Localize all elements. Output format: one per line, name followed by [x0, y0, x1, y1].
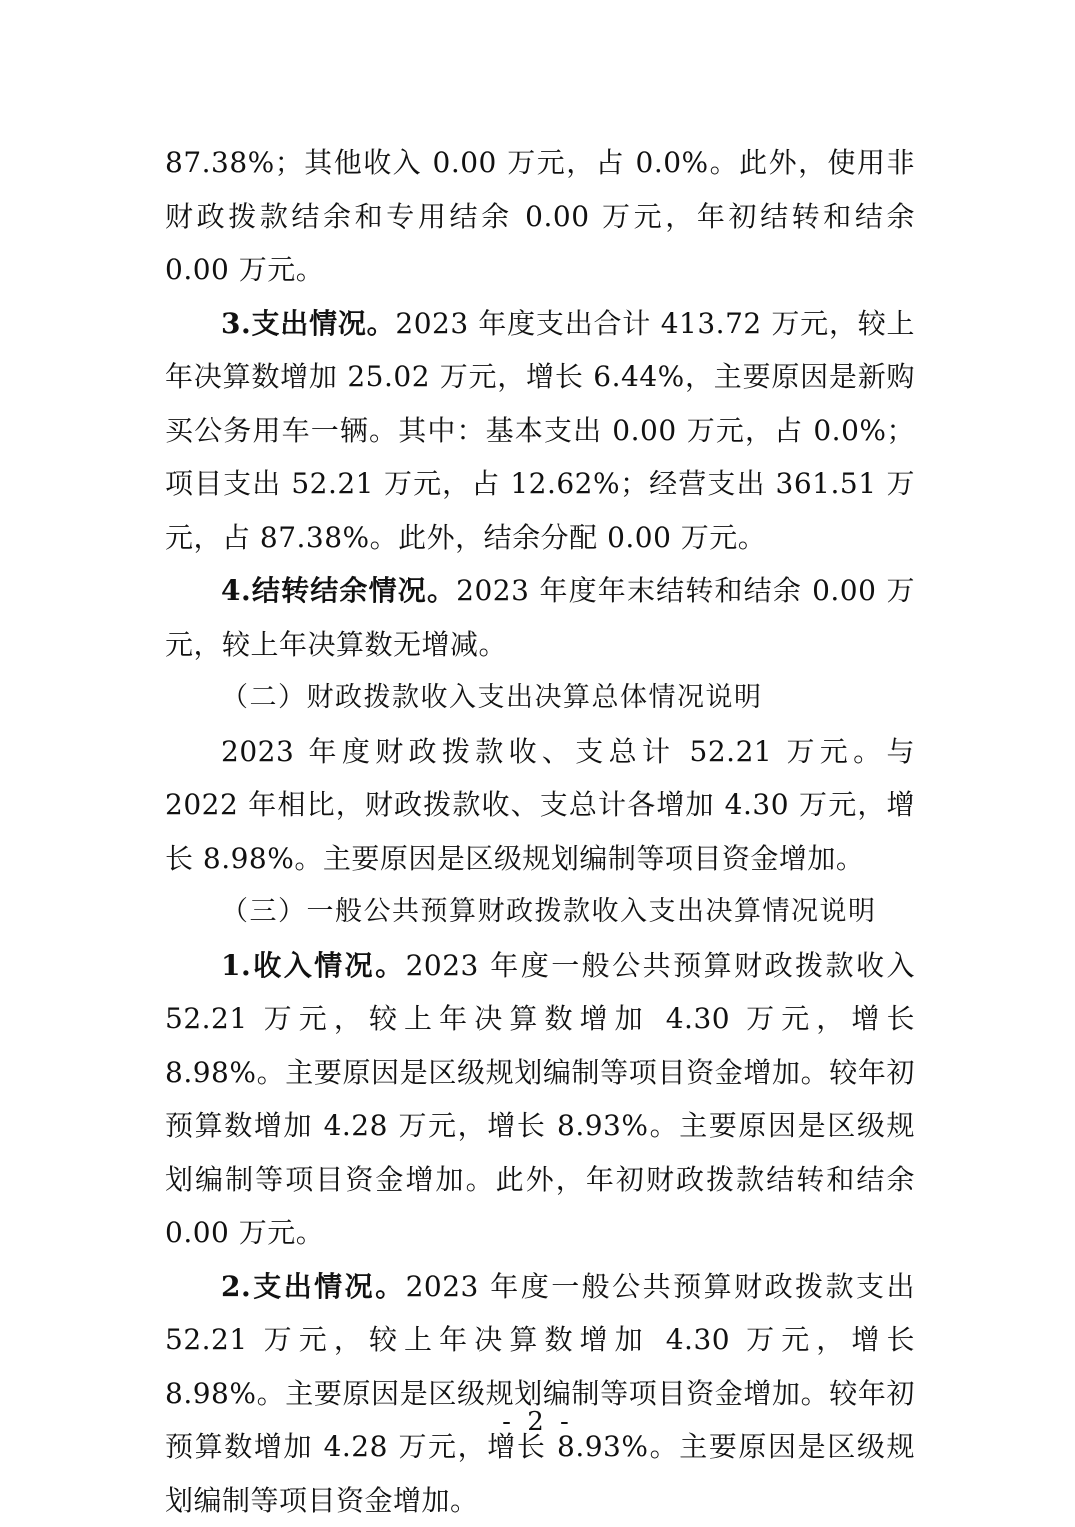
section-heading-3: （三）一般公共预算财政拨款收入支出决算情况说明 — [165, 885, 915, 939]
paragraph-carryover — [165, 564, 915, 671]
paragraph-text: 2023 年度年末结转和结余 0.00 万元，较上年决算数无增减。 — [165, 574, 915, 661]
paragraph-text: 2023 年度财政拨款收、支总计 52.21 万元。与 2022 年相比，财政拨款收、支总计各增加 4.30 万元，增长 8.98%。主要原因是区级规划编制等项目资金增加。 — [165, 735, 915, 875]
section-heading-2: （二）财政拨款收入支出决算总体情况说明 — [165, 671, 915, 725]
paragraph-text: 87.38%；其他收入 0.00 万元，占 0.0%。此外，使用非财政拨款结余和专用结余 0.00 万元，年初结转和结余 0.00 万元。 — [165, 146, 915, 286]
page-number: - 2 - — [0, 1407, 1075, 1437]
paragraph-lead: 1.收入情况。 — [221, 949, 406, 982]
paragraph-lead: 3.支出情况。 — [221, 307, 395, 340]
paragraph-general-expenditure — [165, 1260, 915, 1527]
paragraph-expenditure — [165, 297, 915, 565]
paragraph-text: 2023 年度一般公共预算财政拨款收入 52.21 万元，较上年决算数增加 4.30 万元，增长 8.98%。主要原因是区级规划编制等项目资金增加。较年初预算数增加 4.28 万元，增长 8.93%。主要原因是区级规划编制等项目资金增加。此外，年初财政拨款结转和结余 0.00 万元。 — [165, 949, 915, 1250]
paragraph-text: 2023 年度支出合计 413.72 万元，较上年决算数增加 25.02 万元，增长 6.44%，主要原因是新购买公务用车一辆。其中：基本支出 0.00 万元，占 0.0%；项目支出 52.21 万元，占 12.62%；经营支出 361.51 万元，占 87.38%。此外，结余分配 0.00 万元。 — [165, 307, 915, 554]
document-body — [165, 136, 915, 1527]
paragraph-income-continuation — [165, 136, 915, 297]
paragraph-lead: 4.结转结余情况。 — [221, 574, 456, 607]
paragraph-fiscal-total — [165, 725, 915, 886]
paragraph-text: 2023 年度一般公共预算财政拨款支出 52.21 万元，较上年决算数增加 4.30 万元，增长 8.98%。主要原因是区级规划编制等项目资金增加。较年初预算数增加 4.28 万元，增长 8.93%。主要原因是区级规划编制等项目资金增加。 — [165, 1270, 915, 1517]
paragraph-lead: 2.支出情况。 — [221, 1270, 406, 1303]
paragraph-general-income — [165, 939, 915, 1260]
